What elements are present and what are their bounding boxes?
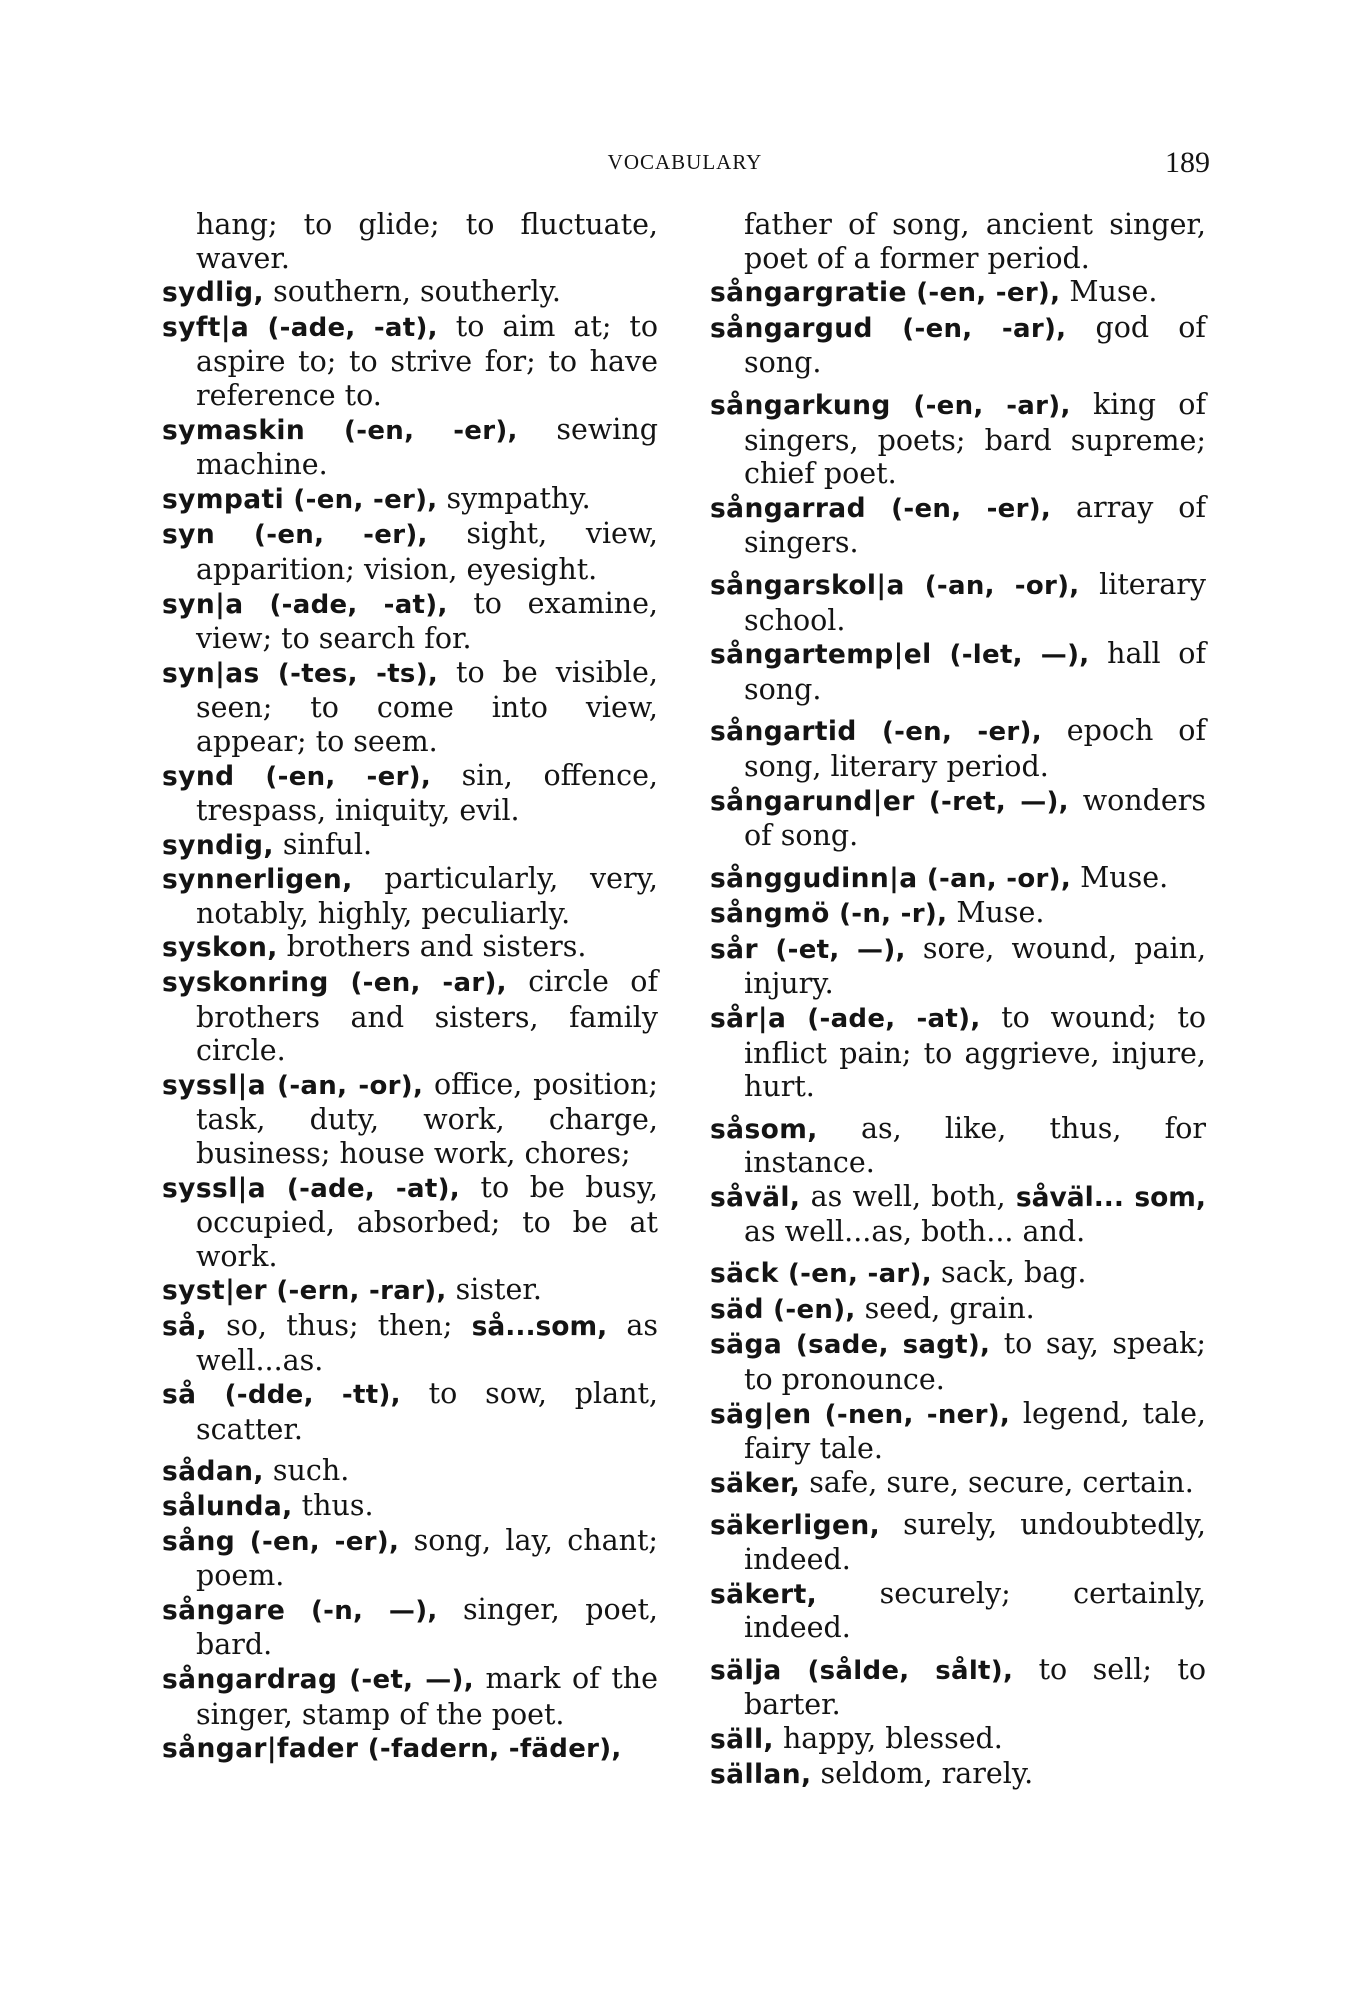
vocabulary-entry <box>710 1466 1206 1501</box>
headword: sådan, <box>162 1456 264 1488</box>
vocabulary-entry <box>162 1171 658 1274</box>
vocabulary-entry <box>162 275 658 310</box>
vocabulary-entry <box>162 1662 658 1731</box>
definition: sack, bag. <box>931 1256 1087 1290</box>
inflection: (-en, -er), <box>305 415 518 446</box>
definition: sister. <box>446 1273 542 1307</box>
inflection: (-en, -er), <box>284 484 438 515</box>
headword: syssl|a <box>162 1172 267 1204</box>
inflection: (-en, -er), <box>865 493 1052 524</box>
definition: mark of the singer, stamp of the poet. <box>196 1661 658 1731</box>
definition: to be visible, seen; to come into view, appear; to seem. <box>196 655 658 758</box>
vocabulary-entry <box>710 491 1206 560</box>
inflection: (-ade, -at), <box>243 589 448 620</box>
headword: syssl|a <box>162 1069 267 1101</box>
vocabulary-entry <box>710 714 1206 783</box>
vocabulary-entry <box>162 1524 658 1593</box>
vocabulary-entry <box>710 1653 1206 1722</box>
running-title: VOCABULARY <box>607 150 763 174</box>
definition: to examine, view; to search for. <box>196 586 658 656</box>
definition: Muse. <box>947 896 1045 930</box>
inflection: (-en, -er), <box>856 717 1042 748</box>
headword: sångarskol|a <box>710 569 905 601</box>
inflection: (-en, -er), <box>906 278 1061 309</box>
inflection: (-en, -er), <box>215 520 428 551</box>
vocabulary-entry <box>710 1112 1206 1180</box>
headword: syskonring <box>162 967 329 999</box>
inflection: (-en, -ar), <box>890 390 1071 421</box>
headword: syst|er <box>162 1275 268 1307</box>
inflection: (-fadern, -fäder), <box>358 1734 622 1765</box>
vocabulary-entry <box>710 1327 1206 1396</box>
headword: sydlig, <box>162 277 265 309</box>
headword: syskon, <box>162 932 278 964</box>
headword: sångartemp|el <box>710 639 932 671</box>
inflection: (-n, -r), <box>829 899 948 930</box>
vocabulary-entry <box>710 1397 1206 1466</box>
inflection: (-ade, -at), <box>266 1173 460 1204</box>
definition: epoch of song, literary period. <box>744 714 1206 783</box>
inflection: (-en, -ar), <box>328 968 507 999</box>
definition: to say, speak; to pronounce. <box>744 1327 1206 1396</box>
vocabulary-entry <box>710 1001 1206 1104</box>
headword: sångare <box>162 1594 286 1626</box>
vocabulary-entry <box>162 1273 658 1309</box>
inflection: (-nen, -ner), <box>811 1399 1011 1430</box>
inflection: (-n, —), <box>285 1595 438 1626</box>
headword: sångmö <box>710 898 830 930</box>
headword: såsom, <box>710 1113 818 1145</box>
vocabulary-entry <box>162 1068 658 1171</box>
inflection: (-dde, -tt), <box>196 1380 401 1411</box>
headword: säker, <box>710 1467 801 1499</box>
vocabulary-entry <box>162 1309 658 1377</box>
vocabulary-entry <box>162 1377 658 1446</box>
headword: säkert, <box>710 1578 818 1610</box>
definition: to be busy, occupied, absorbed; to be at work. <box>196 1170 658 1273</box>
vocabulary-entry <box>162 656 658 759</box>
headword: sångarrad <box>710 492 866 524</box>
headword: sår <box>710 933 758 965</box>
vocabulary-entry <box>162 482 658 518</box>
headword: säll, <box>710 1723 774 1755</box>
headword: så, <box>162 1311 207 1342</box>
vocabulary-entry <box>710 1722 1206 1757</box>
vocabulary-entry <box>162 413 658 482</box>
definition: as well, both, <box>800 1180 1016 1214</box>
definition: particularly, very, notably, highly, peculiarly. <box>196 862 658 930</box>
vocabulary-entry <box>710 311 1206 380</box>
inflection: (-an, -or), <box>917 863 1072 894</box>
definition: Muse. <box>1071 860 1169 894</box>
vocabulary-entry <box>162 1731 658 1767</box>
inflection: (-an, -or), <box>904 570 1080 601</box>
vocabulary-entry <box>710 1757 1206 1792</box>
vocabulary-entry <box>710 568 1206 637</box>
inflection: (-et, —), <box>337 1664 474 1695</box>
headword: sympati <box>162 483 285 515</box>
vocabulary-entry <box>162 828 658 863</box>
definition: array of singers. <box>744 490 1206 560</box>
headword: säd <box>710 1293 764 1325</box>
definition: sympathy. <box>437 481 591 515</box>
headword: säck <box>710 1258 779 1290</box>
left-column <box>162 208 658 1767</box>
definition: brothers and sisters. <box>277 930 587 964</box>
definition: god of song. <box>744 310 1206 380</box>
definition: Muse. <box>1060 275 1158 309</box>
inflection: (-ern, -rar), <box>267 1276 447 1307</box>
vocabulary-entry <box>710 1577 1206 1645</box>
vocabulary-entry <box>710 1256 1206 1292</box>
vocabulary-entry <box>710 637 1206 706</box>
definition: surely, undoubtedly, indeed. <box>744 1508 1206 1576</box>
vocabulary-entry <box>710 1508 1206 1576</box>
definition: sore, wound, pain, injury. <box>744 931 1207 1001</box>
headword: säga <box>710 1329 783 1361</box>
definition: sight, view, apparition; vision, eyesight. <box>196 517 658 586</box>
headword: sångardrag <box>162 1663 338 1695</box>
phrase-definition: as well...as. <box>196 1309 658 1377</box>
definition: sinful. <box>273 827 373 861</box>
headword: synnerligen, <box>162 864 353 896</box>
inflection: (-let, —), <box>931 640 1090 671</box>
definition: to wound; to inflict pain; to aggrieve, injure, hurt. <box>744 1001 1206 1104</box>
headword: sår|a <box>710 1003 787 1035</box>
definition: legend, tale, fairy tale. <box>744 1396 1206 1466</box>
definition: so, thus; then; <box>206 1309 472 1342</box>
inflection: (-ade, -at), <box>786 1004 981 1035</box>
phrase-headword: såväl... som, <box>1015 1182 1206 1214</box>
definition: literary school. <box>744 567 1207 637</box>
inflection: (-en), <box>763 1294 856 1325</box>
headword: sångargratie <box>710 277 907 309</box>
headword: sångargud <box>710 312 873 344</box>
inflection: (-en, -er), <box>235 1526 400 1557</box>
headword: sång <box>162 1525 236 1557</box>
definition: wonders of song. <box>744 783 1206 853</box>
phrase-headword: så...som, <box>471 1311 608 1342</box>
inflection: (-ade, -at), <box>249 312 438 343</box>
headword: sälja <box>710 1654 782 1686</box>
definition: seed, grain. <box>855 1291 1035 1325</box>
definition: king of singers, poets; bard supreme; chief poet. <box>744 387 1206 491</box>
headword: syft|a <box>162 311 250 343</box>
vocabulary-entry <box>710 932 1206 1001</box>
vocabulary-entry <box>162 930 658 965</box>
definition: seldom, rarely. <box>811 1756 1034 1790</box>
vocabulary-entry <box>162 1593 658 1662</box>
inflection: (-en, -ar), <box>778 1259 932 1290</box>
vocabulary-entry <box>710 275 1206 311</box>
headword: sällan, <box>710 1758 812 1790</box>
definition: to sell; to barter. <box>744 1652 1206 1722</box>
vocabulary-entry <box>162 862 658 930</box>
definition: happy, blessed. <box>773 1721 1003 1755</box>
continued-definition: hang; to glide; to fluctuate, waver. <box>196 208 658 275</box>
vocabulary-entry <box>710 861 1206 897</box>
vocabulary-entry <box>710 388 1206 491</box>
headword: sånggudinn|a <box>710 862 918 894</box>
vocabulary-entry <box>162 1489 658 1524</box>
phrase-definition: as well...as, both... and. <box>744 1214 1086 1248</box>
vocabulary-entry <box>710 1292 1206 1328</box>
vocabulary-entry <box>710 1180 1206 1248</box>
vocabulary-entry <box>710 784 1206 853</box>
definition: song, lay, chant; poem. <box>196 1523 658 1593</box>
vocabulary-entry <box>162 1454 658 1489</box>
definition: sin, offence, trespass, iniquity, evil. <box>196 758 658 828</box>
vocabulary-entry <box>162 965 658 1068</box>
headword: sångarund|er <box>710 785 915 817</box>
inflection: (-et, —), <box>757 934 906 965</box>
headword: syndig, <box>162 829 274 861</box>
headword: syn|a <box>162 588 244 620</box>
definition: to sow, plant, scatter. <box>196 1377 658 1446</box>
definition: such. <box>263 1454 350 1488</box>
definition: hall of song. <box>744 637 1206 706</box>
headword: sångartid <box>710 716 857 748</box>
page-number: 189 <box>1165 146 1210 179</box>
headword: syn|as <box>162 657 260 689</box>
inflection: (-an, -or), <box>266 1070 424 1101</box>
vocabulary-entry <box>162 759 658 828</box>
inflection: (sade, sagt), <box>782 1330 991 1361</box>
headword: sångar|fader <box>162 1733 359 1765</box>
headword: säg|en <box>710 1398 812 1430</box>
headword: symaskin <box>162 414 306 446</box>
definition: thus. <box>292 1488 374 1522</box>
headword: syn <box>162 519 216 551</box>
definition: circle of brothers and sisters, family circle. <box>196 965 658 1068</box>
definition: office, position; task, duty, work, charge, business; house work, chores; <box>196 1067 659 1171</box>
definition: southern, southerly. <box>264 275 561 309</box>
headword: såväl, <box>710 1182 801 1214</box>
inflection: (-en, -er), <box>234 761 432 792</box>
definition: singer, poet, bard. <box>196 1592 658 1662</box>
vocabulary-entry <box>162 587 658 656</box>
headword: sålunda, <box>162 1490 293 1522</box>
headword: synd <box>162 760 235 792</box>
continued-definition: father of song, ancient singer, poet of a former period. <box>744 208 1206 275</box>
right-column <box>710 208 1206 1791</box>
definition: safe, sure, secure, certain. <box>800 1465 1194 1499</box>
inflection: (-tes, -ts), <box>259 658 439 689</box>
running-head <box>160 146 1210 186</box>
definition: to aim at; to aspire to; to strive for; to have reference to. <box>196 309 658 412</box>
inflection: (sålde, sålt), <box>781 1655 1014 1686</box>
definition: as, like, thus, for instance. <box>744 1111 1206 1180</box>
headword: säkerligen, <box>710 1510 881 1542</box>
definition: securely; certainly, indeed. <box>744 1576 1206 1645</box>
vocabulary-entry <box>162 310 658 413</box>
vocabulary-entry <box>710 896 1206 932</box>
inflection: (-ret, —), <box>914 786 1069 817</box>
definition: sewing machine. <box>196 412 658 482</box>
headword: sångarkung <box>710 389 891 421</box>
headword: så <box>162 1379 197 1411</box>
inflection: (-en, -ar), <box>872 313 1067 344</box>
vocabulary-entry <box>162 517 658 586</box>
